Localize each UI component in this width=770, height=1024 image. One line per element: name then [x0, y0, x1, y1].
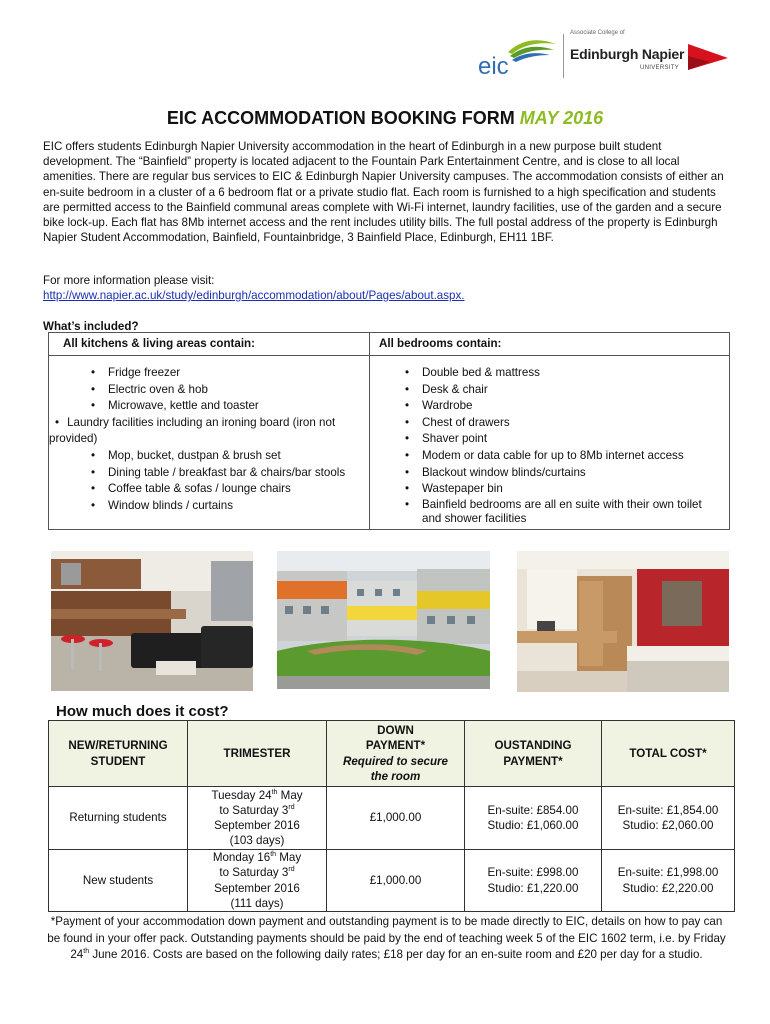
list-item: • Blackout window blinds/curtains — [399, 465, 719, 482]
row-returning-total: En-suite: £1,854.00 Studio: £2,060.00 — [601, 786, 735, 850]
included-table-header — [49, 333, 729, 356]
header-trimester: TRIMESTER — [187, 720, 327, 787]
napier-name-text: Edinburgh Napier — [570, 46, 685, 62]
list-item: • Bainfield bedrooms are all en suite with their own toilet and shower facilities — [399, 498, 719, 526]
title-month: MAY 2016 — [519, 108, 604, 128]
kitchens-list — [49, 365, 350, 514]
header-outstanding: OUSTANDING PAYMENT* — [464, 720, 602, 787]
list-item: • Electric oven & hob — [85, 382, 350, 399]
more-info — [43, 273, 728, 303]
logo-divider — [563, 34, 564, 78]
more-info-label: For more information please visit: — [43, 274, 215, 287]
intro-paragraph: EIC offers students Edinburgh Napier University accommodation in the heart of Edinburgh in a new purpose built student development. The “Bainfield” property is located adjacent to the Fountain Park Entertainment Centre, and is close to all local amenities. There are regular bus services to EIC & Edinburgh Napier University campuses. The accommodation consists of either an en-suite bedroom in a cluster of a 6 bedroom flat or a private studio flat. Each room is furnished to a high specification and students are permitted access to the Bainfield communal areas complete with Wi-Fi internet, laundry facilities, use of the garden and a secure bike lock-up. Each flat has 8Mb internet access and the rent includes utility bills. The full postal address of the property is Edinburgh Napier Student Accommodation, Bainfield, Fountainbridge, 3 Bainfield Place, Edinburgh, EH11 1BF. — [43, 140, 724, 245]
header-total: TOTAL COST* — [601, 720, 735, 787]
kitchen-photo — [51, 551, 253, 691]
list-item: • Wastepaper bin — [399, 481, 719, 498]
title-main: EIC ACCOMMODATION BOOKING FORM — [166, 108, 520, 128]
list-item: • Double bed & mattress — [399, 365, 719, 382]
bedrooms-heading: All bedrooms contain: — [379, 337, 502, 350]
napier-university-text: UNIVERSITY — [640, 65, 680, 71]
row-new-student: New students — [48, 849, 188, 912]
list-item: • Fridge freezer — [85, 365, 350, 382]
napier-flag-icon — [680, 40, 730, 74]
row-new-total: En-suite: £1,998.00 Studio: £2,220.00 — [601, 849, 735, 912]
included-heading: What’s included? — [43, 320, 139, 333]
list-item: • Wardrobe — [399, 398, 719, 415]
eic-logo — [478, 36, 558, 80]
down-payment-label: DOWN PAYMENT* — [365, 724, 426, 753]
list-item: • Laundry facilities including an ironing board (iron not provided) — [49, 415, 350, 448]
included-table — [48, 332, 730, 530]
column-divider — [369, 333, 370, 529]
eic-logo-text: eic — [478, 53, 509, 80]
list-item: • Modem or data cable for up to 8Mb internet access — [399, 448, 719, 465]
list-item: • Microwave, kettle and toaster — [85, 398, 350, 415]
page-title — [0, 108, 770, 129]
kitchens-heading: All kitchens & living areas contain: — [63, 337, 255, 350]
row-new-down: £1,000.00 — [326, 849, 465, 912]
payment-footnote: *Payment of your accommodation down payment and outstanding payment is to be made directly to EIC, details on how to pay can be found in your offer pack. Outstanding payments should be paid by the end of teaching week 5 of the EIC 1602 term, i.e. by Friday 24th June 2016. Costs are based on the following daily rates; £18 per day for an en-suite room and £20 per day for a studio. — [47, 915, 726, 961]
list-item: • Dining table / breakfast bar & chairs/bar stools — [85, 465, 350, 482]
list-item: • Chest of drawers — [399, 415, 719, 432]
cost-table — [48, 720, 735, 912]
row-new-outstanding: En-suite: £998.00 Studio: £1,220.00 — [464, 849, 602, 912]
list-item: • Shaver point — [399, 431, 719, 448]
header-student: NEW/RETURNING STUDENT — [48, 720, 188, 787]
bedrooms-list — [399, 365, 719, 526]
cost-heading: How much does it cost? — [56, 703, 229, 720]
accommodation-link[interactable]: http://www.napier.ac.uk/study/edinburgh/accommodation/about/Pages/about.aspx. — [43, 289, 465, 303]
list-item: • Coffee table & sofas / lounge chairs — [85, 481, 350, 498]
row-returning-trimester: Tuesday 24th May to Saturday 3rd September 2016 (103 days) — [187, 786, 327, 850]
edinburgh-napier-logo — [570, 30, 730, 80]
list-item: • Window blinds / curtains — [85, 498, 350, 515]
row-returning-outstanding: En-suite: £854.00 Studio: £1,060.00 — [464, 786, 602, 850]
down-payment-note: Required to secure the room — [342, 754, 449, 783]
list-item: • Desk & chair — [399, 382, 719, 399]
row-returning-student: Returning students — [48, 786, 188, 850]
associate-college-text: Associate College of — [570, 30, 625, 36]
bedroom-photo — [517, 551, 729, 692]
row-new-trimester: Monday 16th May to Saturday 3rd September 2016 (111 days) — [187, 849, 327, 912]
row-returning-down: £1,000.00 — [326, 786, 465, 850]
header-down-payment — [326, 720, 465, 787]
list-item: • Mop, bucket, dustpan & brush set — [85, 448, 350, 465]
courtyard-photo — [277, 551, 490, 689]
